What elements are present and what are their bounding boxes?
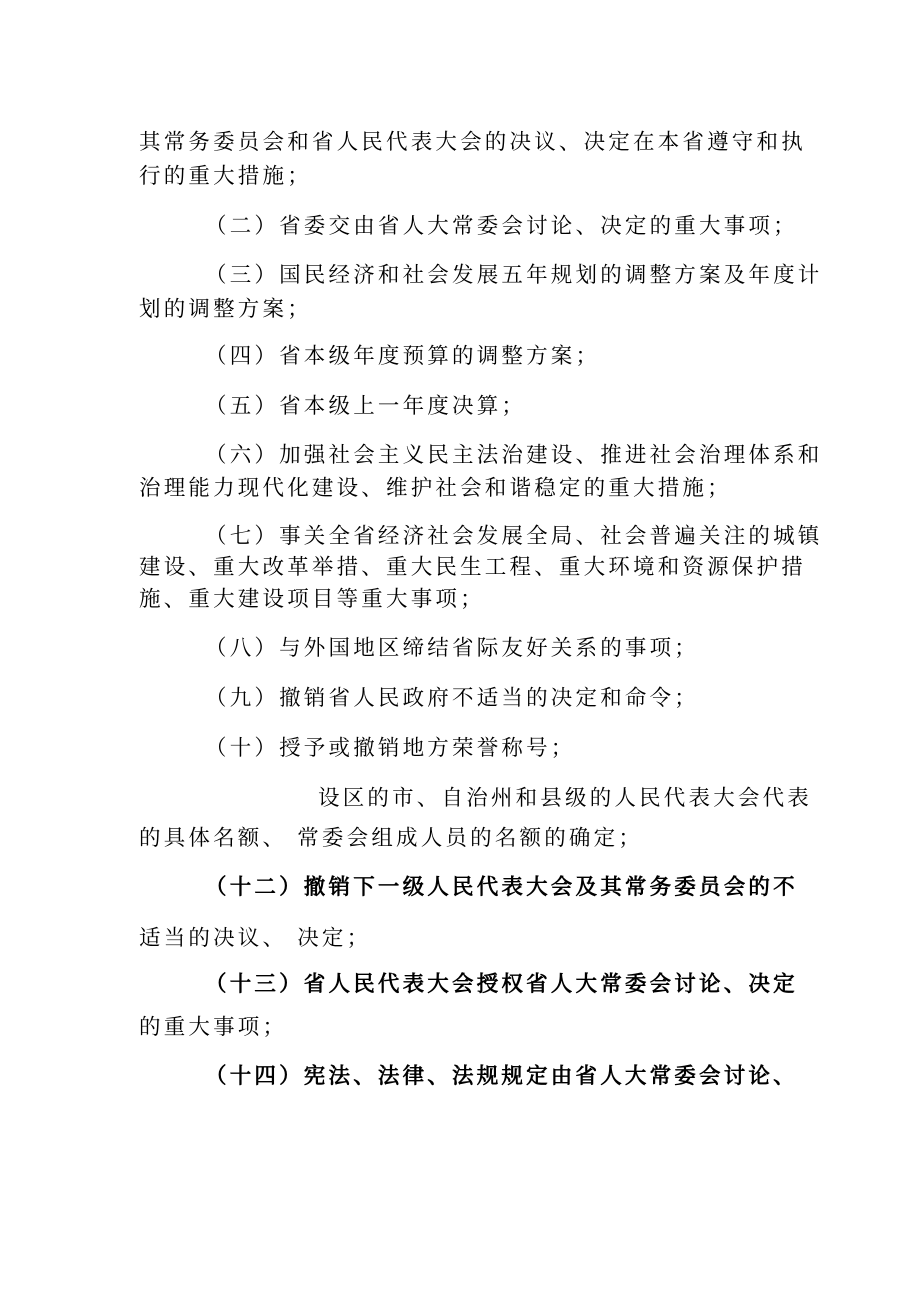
list-item-7-cont: 施、重大建设项目等重大事项； — [139, 587, 485, 612]
list-item-13-cont: 的重大事项； — [139, 1015, 288, 1040]
list-item-6: （六）加强社会主义民主法治建设、推进社会治理体系和 — [205, 443, 823, 468]
list-item-12-cont: 适当的决议、 决定； — [139, 926, 372, 951]
list-item-3-cont: 划的调整方案； — [139, 297, 312, 322]
list-item-8: （八）与外国地区缔结省际友好关系的事项； — [205, 636, 700, 661]
list-item-6-cont: 治理能力现代化建设、维护社会和谐稳定的重大措施； — [139, 476, 732, 501]
list-item-5: （五）省本级上一年度决算； — [205, 394, 527, 419]
list-item-11: 设区的市、自治州和县级的人民代表大会代表 — [318, 786, 813, 811]
list-item-9: （九）撤销省人民政府不适当的决定和命令； — [205, 686, 700, 711]
list-item-11-cont: 的具体名额、 常委会组成人员的名额的确定； — [139, 826, 644, 851]
list-item-3: （三）国民经济和社会发展五年规划的调整方案及年度计 — [205, 263, 823, 288]
paragraph-line: 行的重大措施； — [139, 164, 312, 189]
list-item-4: （四）省本级年度预算的调整方案； — [205, 344, 601, 369]
list-item-13: （十三）省人民代表大会授权省人大常委会讨论、决定 — [205, 972, 798, 997]
list-item-12: （十二）撤销下一级人民代表大会及其常务委员会的不 — [205, 875, 798, 900]
list-item-14: （十四）宪法、法律、法规规定由省人大常委会讨论、 — [205, 1064, 798, 1089]
list-item-2: （二）省委交由省人大常委会讨论、决定的重大事项； — [205, 214, 798, 239]
list-item-7-cont: 建设、重大改革举措、重大民生工程、重大环境和资源保护措 — [139, 555, 806, 580]
list-item-10: （十）授予或撤销地方荣誉称号； — [205, 736, 576, 761]
list-item-7: （七）事关全省经济社会发展全局、社会普遍关注的城镇 — [205, 524, 823, 549]
paragraph-line: 其常务委员会和省人民代表大会的决议、决定在本省遵守和执 — [139, 130, 806, 155]
